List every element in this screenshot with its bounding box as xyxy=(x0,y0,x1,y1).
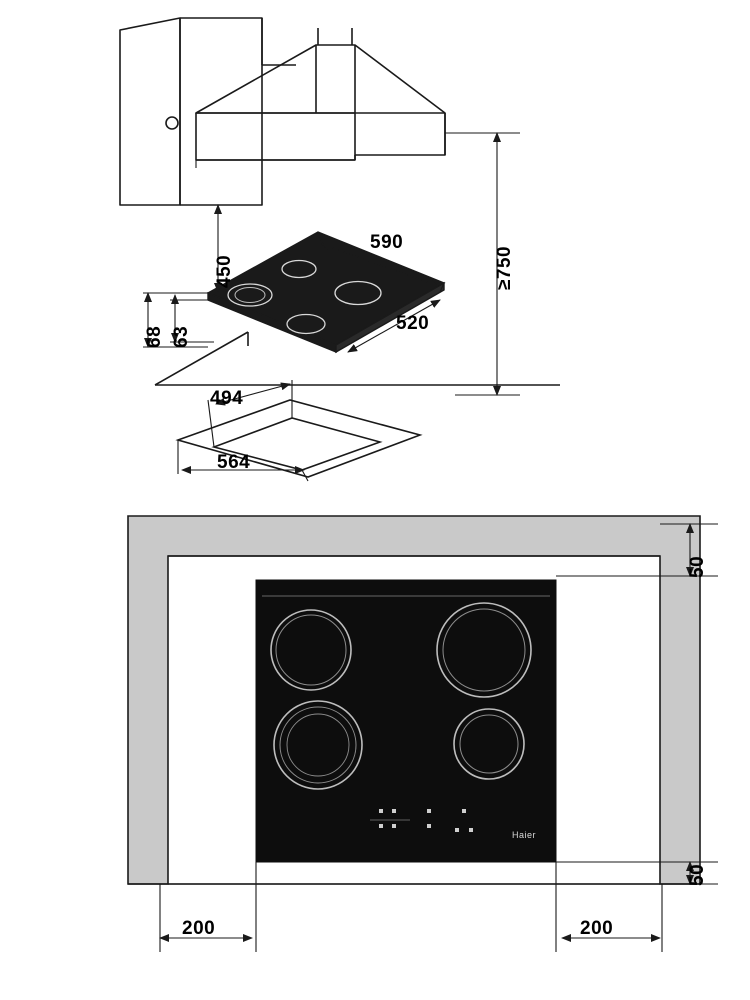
dimension-label-50-top: 50 xyxy=(687,555,708,578)
range-hood-drawing xyxy=(120,18,445,205)
brand-logo: Haier xyxy=(512,830,537,840)
dimension-label-590: 590 xyxy=(370,232,404,253)
dimension-label-63: 63 xyxy=(171,325,192,348)
dimension-label-520: 520 xyxy=(396,313,430,334)
dimension-label-200-left: 200 xyxy=(182,918,216,939)
dimension-label-68: 68 xyxy=(144,325,165,348)
dimension-label-450: 450 xyxy=(214,254,235,288)
worktop-cutout-plan xyxy=(178,400,420,477)
dimension-label-564: 564 xyxy=(217,452,251,473)
dimension-label-200-right: 200 xyxy=(580,918,614,939)
dimension-label-494: 494 xyxy=(210,388,244,409)
dimension-label-750: ≥750 xyxy=(494,245,515,290)
cooktop-plan xyxy=(256,580,556,862)
dimension-label-50-bottom: 50 xyxy=(687,863,708,886)
